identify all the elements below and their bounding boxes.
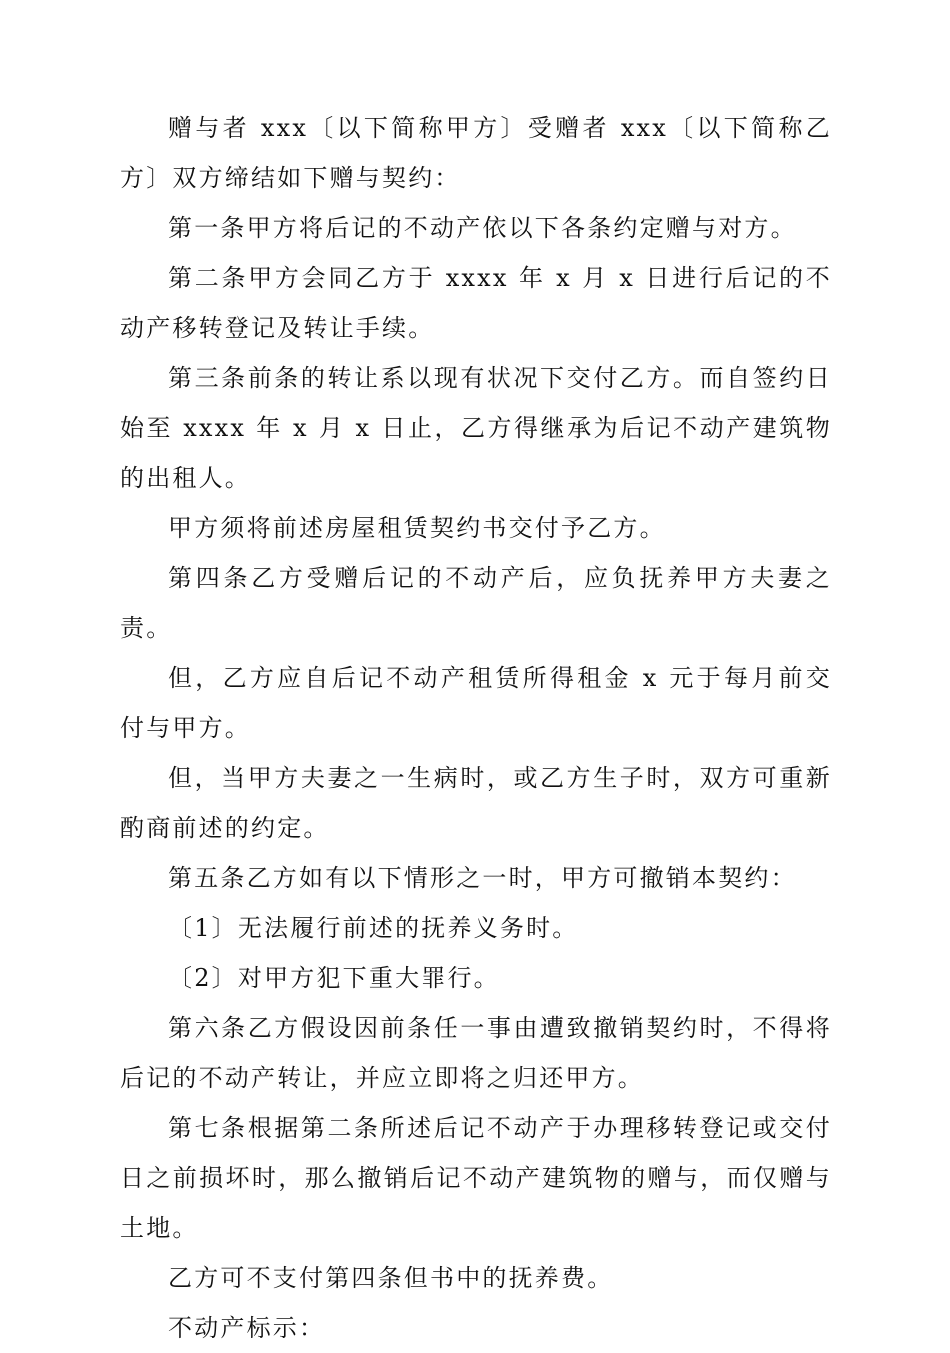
paragraph-support-fee: 乙方可不支付第四条但书中的抚养费。: [168, 1264, 614, 1292]
paragraph-property-label: 不动产标示：: [168, 1314, 326, 1342]
paragraph-article-6: 第六条乙方假设因前条任一事由遭致撤销契约时，不得将后记的不动产转让，并应立即将之归还甲方。: [120, 1014, 832, 1092]
paragraph-lease-delivery: 甲方须将前述房屋租赁契约书交付予乙方。: [168, 514, 666, 542]
paragraph-article-7: 第七条根据第二条所述后记不动产于办理移转登记或交付日之前损坏时，那么撤销后记不动产建筑物的赠与，而仅赠与土地。: [120, 1114, 832, 1242]
paragraph-article-4-renegotiation: 但，当甲方夫妻之一生病时，或乙方生子时，双方可重新酌商前述的约定。: [120, 764, 832, 842]
paragraph-article-2: 第二条甲方会同乙方于 xxxx 年 x 月 x 日进行后记的不动产移转登记及转让手续。: [120, 264, 832, 342]
document-body: [120, 103, 832, 1353]
paragraph-article-5-item-2: 〔2〕对甲方犯下重大罪行。: [168, 964, 500, 992]
paragraph-article-1: 第一条甲方将后记的不动产依以下各条约定赠与对方。: [168, 214, 797, 242]
paragraph-article-5: 第五条乙方如有以下情形之一时，甲方可撤销本契约：: [168, 864, 797, 892]
paragraph-article-5-item-1: 〔1〕无法履行前述的抚养义务时。: [168, 914, 579, 942]
paragraph-article-3: 第三条前条的转让系以现有状况下交付乙方。而自签约日始至 xxxx 年 x 月 x 日止，乙方得继承为后记不动产建筑物的出租人。: [120, 364, 832, 492]
paragraph-article-4: 第四条乙方受赠后记的不动产后，应负抚养甲方夫妻之责。: [120, 564, 832, 642]
paragraph-preamble: 赠与者 xxx〔以下简称甲方〕受赠者 xxx〔以下简称乙方〕双方缔结如下赠与契约：: [120, 114, 832, 192]
paragraph-article-4-proviso: 但，乙方应自后记不动产租赁所得租金 x 元于每月前交付与甲方。: [120, 664, 832, 742]
